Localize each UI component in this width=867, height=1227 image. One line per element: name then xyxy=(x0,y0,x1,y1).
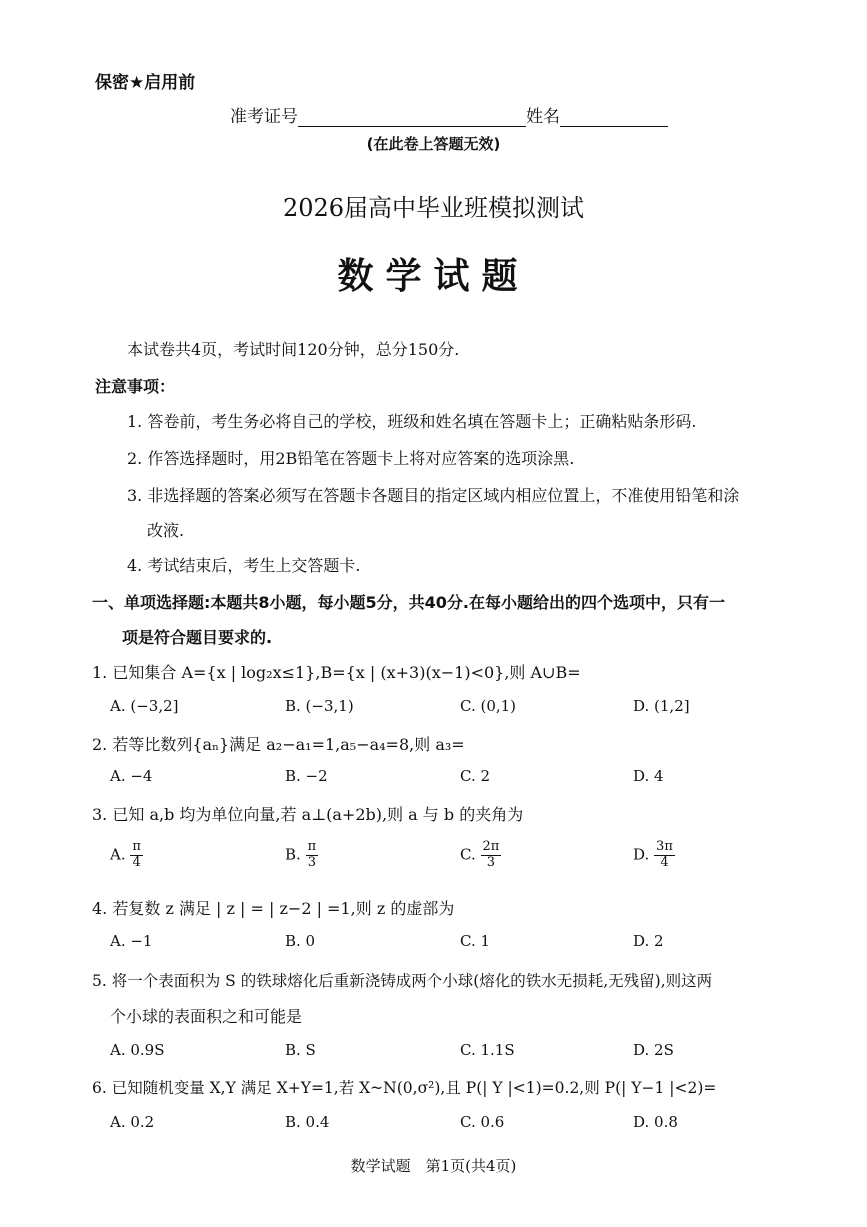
option-b: B. 0.4 xyxy=(285,1113,330,1131)
notice-item: 3. 非选择题的答案必须写在答题卡各题目的指定区域内相应位置上，不准使用铅笔和涂 xyxy=(127,486,740,505)
candidate-info-line xyxy=(230,102,668,127)
invalid-note: (在此卷上答题无效) xyxy=(366,135,501,153)
page-footer: 数学试题 第1页(共4页) xyxy=(350,1157,517,1175)
question-4-stem: 4. 若复数 z 满足 | z | = | z−2 | =1,则 z 的虚部为 xyxy=(92,899,455,918)
option-c xyxy=(460,840,501,871)
option-b: B. −2 xyxy=(285,767,328,785)
denominator: 3 xyxy=(486,854,496,870)
option-b xyxy=(285,840,318,871)
option-a: A. −1 xyxy=(110,932,153,950)
option-d xyxy=(633,840,675,871)
numerator: π xyxy=(132,839,141,854)
fraction xyxy=(481,840,502,871)
option-label: B. xyxy=(285,845,301,864)
denominator: 4 xyxy=(132,854,141,870)
name-blank xyxy=(560,106,668,127)
question-5-stem: 5. 将一个表面积为 S 的铁球熔化后重新浇铸成两个小球(熔化的铁水无损耗,无残留),则这两 xyxy=(92,972,713,990)
notice-item: 4. 考试结束后，考生上交答题卡. xyxy=(127,556,361,575)
option-c: C. 2 xyxy=(460,767,491,785)
question-3-stem: 3. 已知 a,b 均为单位向量,若 a⊥(a+2b),则 a 与 b 的夹角为 xyxy=(92,805,524,824)
notice-heading: 注意事项： xyxy=(95,377,176,396)
option-a: A. (−3,2] xyxy=(110,697,179,715)
option-b: B. S xyxy=(285,1041,316,1059)
exam-title: 2026届高中毕业班模拟测试 xyxy=(282,194,585,222)
option-d: D. 4 xyxy=(633,767,664,785)
fraction xyxy=(306,840,319,871)
notice-item: 改液. xyxy=(147,521,185,540)
option-b: B. (−3,1) xyxy=(285,697,354,715)
question-2-stem: 2. 若等比数列{aₙ}满足 a₂−a₁=1,a₅−a₄=8,则 a₃= xyxy=(92,735,465,754)
option-b: B. 0 xyxy=(285,932,316,950)
question-5-stem-cont: 个小球的表面积之和可能是 xyxy=(110,1007,303,1026)
option-c: C. (0,1) xyxy=(460,697,517,715)
notice-item: 2. 作答选择题时，用2B铅笔在答题卡上将对应答案的选项涂黑. xyxy=(127,449,575,468)
option-d: D. 2S xyxy=(633,1041,674,1059)
option-label: C. xyxy=(460,845,476,864)
option-a: A. 0.9S xyxy=(110,1041,165,1059)
denominator: 4 xyxy=(660,854,669,870)
id-label: 准考证号 xyxy=(230,107,298,127)
option-d: D. 0.8 xyxy=(633,1113,678,1131)
name-label: 姓名 xyxy=(526,107,560,127)
notice-item: 1. 答卷前，考生务必将自己的学校，班级和姓名填在答题卡上；正确粘贴条形码. xyxy=(127,412,697,431)
section-heading: 一、单项选择题:本题共8小题，每小题5分，共40分.在每小题给出的四个选项中，只有一 xyxy=(92,593,726,612)
numerator: π xyxy=(307,839,317,854)
option-c: C. 1.1S xyxy=(460,1041,515,1059)
intro-text: 本试卷共4页，考试时间120分钟，总分150分. xyxy=(127,340,460,359)
question-6-stem: 6. 已知随机变量 X,Y 满足 X+Y=1,若 X~N(0,σ²),且 P(| Y |<1)=0.2,则 P(| Y−1 |<2)= xyxy=(92,1079,717,1097)
denominator: 3 xyxy=(307,854,316,870)
subject-title: 数学试题 xyxy=(337,256,530,297)
fraction xyxy=(130,840,143,871)
option-a: A. −4 xyxy=(110,767,153,785)
numerator: 3π xyxy=(656,839,673,854)
option-d: D. 2 xyxy=(633,932,664,950)
option-a xyxy=(110,840,143,871)
numerator: 2π xyxy=(482,839,500,854)
id-blank xyxy=(298,106,526,127)
option-c: C. 1 xyxy=(460,932,491,950)
section-heading-cont: 项是符合题目要求的. xyxy=(122,628,273,647)
option-label: D. xyxy=(633,845,650,864)
option-label: A. xyxy=(110,845,126,864)
option-c: C. 0.6 xyxy=(460,1113,505,1131)
confidential-label: 保密★启用前 xyxy=(95,73,196,93)
option-d: D. (1,2] xyxy=(633,697,690,715)
question-1-stem: 1. 已知集合 A={x | log₂x≤1},B={x | (x+3)(x−1)<0},则 A∪B= xyxy=(92,663,581,682)
fraction xyxy=(654,840,675,871)
option-a: A. 0.2 xyxy=(110,1113,155,1131)
